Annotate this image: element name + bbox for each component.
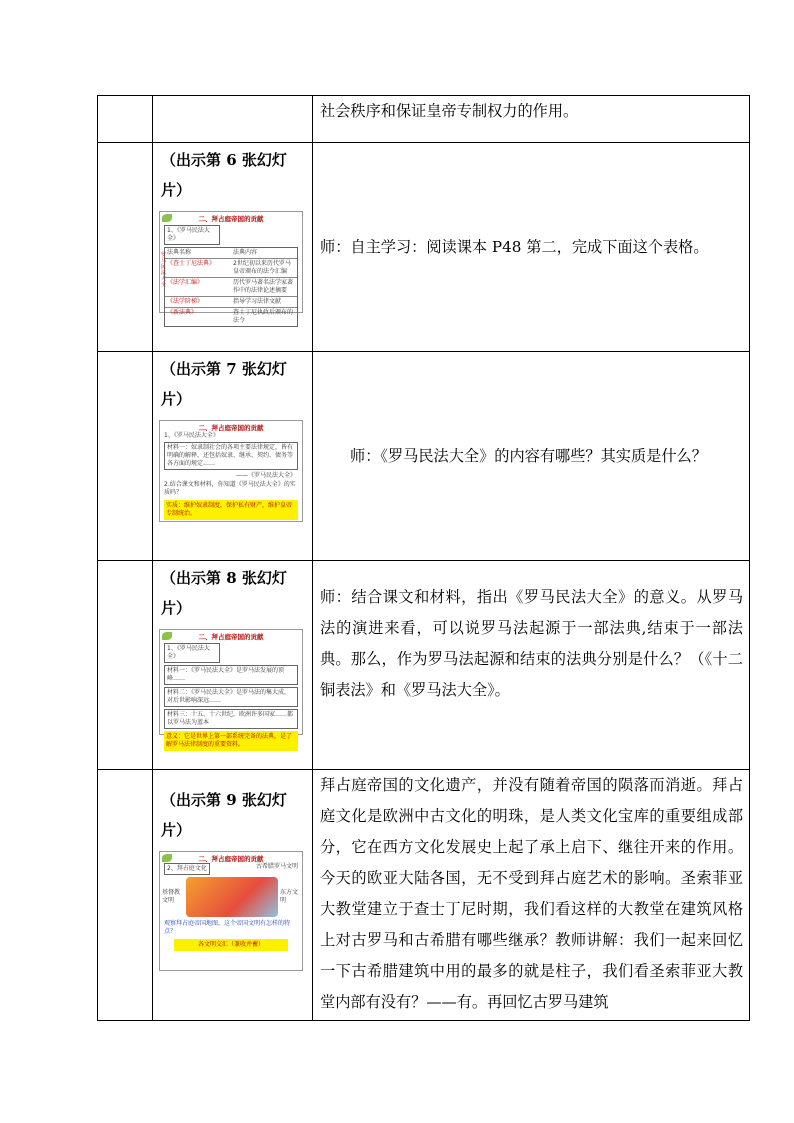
slide-item: 查士丁尼执政后颁布的法令 [233,309,294,324]
leaf-icon [162,214,172,222]
slide-caption: （出示第 7 张幻灯 [161,360,287,378]
slide-thumbnail [159,420,303,522]
slide-title: 二、拜占庭帝国的贡献 [198,215,264,223]
slide-header: 法典名称 [167,249,192,256]
cell-index [98,352,153,561]
slide-caption-end: 片） [161,821,192,839]
slide-line: 材料一：《罗马民法大全》是罗马法发展的顶峰…… [164,665,298,685]
slide-subtitle: 1、《罗马民法大全》 [164,643,220,663]
slide-item: 历代罗马著名法学家著作中的法律论述摘要 [233,279,294,294]
map-image [186,877,278,917]
cell-slide [153,770,313,1021]
cell-text [313,770,750,1021]
slide-item: 指导学习法律文献 [233,298,282,305]
cell-text [313,143,750,352]
slide-question: 观察拜占庭帝国地图，这个帝国文明有怎样的特点？ [164,920,291,935]
slide-thumbnail [159,851,303,971]
row-text: 师：结合课文和材料，指出《罗马民法大全》的意义。从罗马法的演进来看，可以说罗马法起源于一部法典,结束于一部法典。那么，作为罗马法起源和结束的法典分别是什么？（《十二铜表法》和《罗马法大全》。 [320,588,743,699]
slide-caption: （出示第 8 张幻灯 [161,569,287,587]
slide-title: 二、拜占庭帝国的贡献 [198,424,264,432]
cell-text [313,352,750,561]
cell-index [98,561,153,770]
slide-caption: （出示第 6 张幻灯 [161,151,287,169]
slide-label: 东方文明 [280,889,299,904]
slide-line: 材料二：《罗马民法大全》是罗马法的集大成，对后世影响深远…… [164,687,298,707]
cell-index [98,770,153,1021]
cell-text [313,96,750,143]
row-text: 师：《罗马民法大全》的内容有哪些？其实质是什么？ [350,446,707,465]
slide-thumbnail [159,629,303,748]
slide-banner: 各文明交汇（兼收并蓄） [174,939,288,951]
slide-label: 基督教文明 [162,889,181,904]
row-text: 社会秩序和保证皇帝专制权力的作用。 [320,102,579,120]
slide-caption-end: 片） [161,599,192,617]
cell-slide [153,561,313,770]
row-text: 师：自主学习：阅读课本 P48 第二，完成下面这个表格。 [320,237,709,256]
slide-header: 法典内容 [233,249,258,256]
slide-item: 《查士丁尼法典》 [167,260,216,267]
slide-question: 2.结合课文和材料，你知道《罗马民法大全》的实质吗？ [164,481,296,496]
slide-item: 《法学阶梯》 [167,298,204,305]
slide-caption: （出示第 9 张幻灯 [161,791,287,809]
slide-subtitle: 2、拜占庭文化 [164,863,210,875]
slide-side-label: 罗马民法大全 [161,252,167,288]
slide-source: ——《罗马民法大全》 [235,472,296,479]
slide-note: 意义：它是世界上第一部系统完备的法典，是了解罗马法律制度的重要资料。 [164,731,298,751]
leaf-icon [162,854,172,862]
slide-caption-end: 片） [161,390,192,408]
slide-label: 古希腊罗马文明 [255,863,298,870]
cell-index [98,143,153,352]
table-row [98,143,750,352]
table-row [98,561,750,770]
row-text: 拜占庭帝国的文化遗产，并没有随着帝国的陨落而消逝。拜占庭文化是欧洲中古文化的明珠，是人类文化宝库的重要组成部分，它在西方文化发展史上起了承上启下、继往开来的作用。今天的欧亚大陆各国，无不受到拜占庭艺术的影响。圣索菲亚大教堂建立于查士丁尼时期，我们看这样的大教堂在建筑风格上对古罗马和古希腊有哪些继承？教师讲解：我们一起来回忆一下古希腊建筑中用的最多的就是柱子，我们看圣索菲亚大教堂内部有没有？——有。再回忆古罗马建筑 [320,776,743,1011]
slide-line: 材料三：十五、十六世纪，欧洲许多国家……都以罗马法为蓝本 [164,709,298,729]
slide-title: 二、拜占庭帝国的贡献 [198,633,264,641]
slide-title: 二、拜占庭帝国的贡献 [198,855,264,863]
slide-caption-end: 片） [161,181,192,199]
slide-subtitle: 1、《罗马民法大全》 [164,432,219,439]
slide-answer: 实质：维护奴隶制度，保护私有财产，维护皇帝专制统治。 [164,500,298,520]
table-row [98,352,750,561]
leaf-icon [162,632,172,640]
slide-item: 《新法典》 [167,309,198,316]
slide-item: 《法学汇编》 [167,279,204,286]
cell-text [313,561,750,770]
lesson-table [97,95,750,1021]
cell-slide [153,352,313,561]
table-row [98,770,750,1021]
slide-item: 2世纪初以来历代罗马皇帝颁布的法令汇编 [233,260,291,275]
cell-slide [153,96,313,143]
slide-material: 材料一：奴隶制社会的各项主要法律规定，皆有明确的解释，还包括奴隶、继承、契约、债务等各方面的规定…… [164,442,298,470]
slide-thumbnail [159,211,303,324]
cell-slide [153,143,313,352]
slide-subtitle: 1、《罗马民法大全》 [164,225,220,245]
table-row [98,96,750,143]
cell-index [98,96,153,143]
